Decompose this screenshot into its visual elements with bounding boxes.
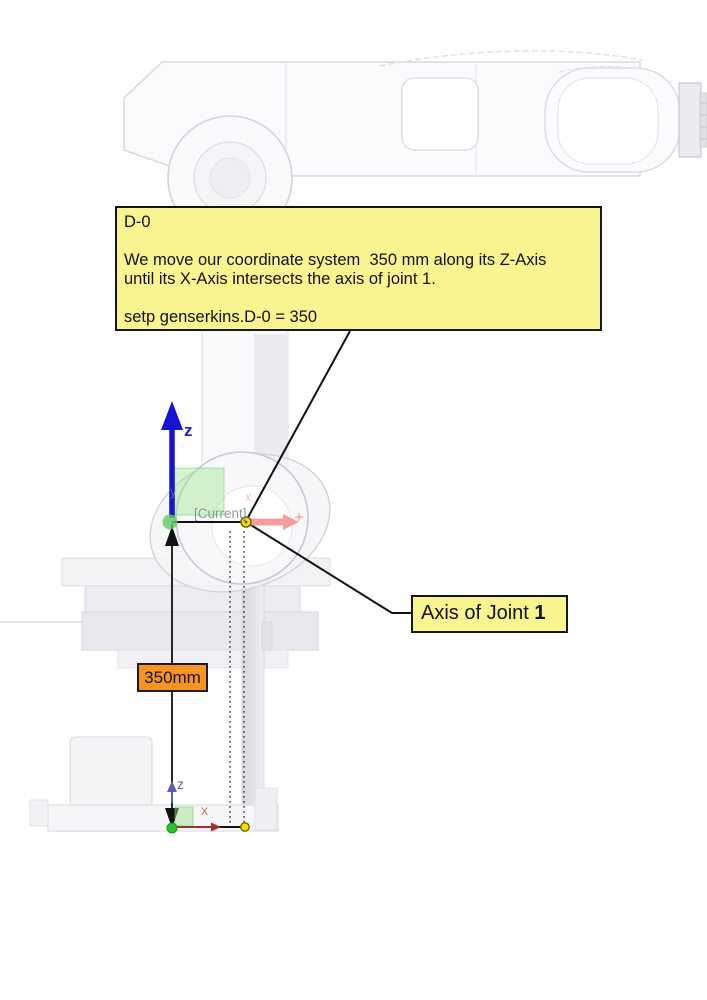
- axis-of-joint-1-callout: [411, 595, 568, 633]
- robot-base-plate-1: [85, 586, 300, 612]
- current-frame-y-label: y: [170, 484, 177, 499]
- axis-callout-text: Axis of Joint: [421, 602, 535, 624]
- axis-callout-joint-number: 1: [534, 602, 546, 624]
- note-body-line-1: We move our coordinate system 350 mm along its Z-Axis: [124, 251, 547, 269]
- current-frame-name-label: [Current]: [194, 506, 247, 521]
- robot-wrist-flange: [679, 83, 701, 157]
- current-frame-z-label: z: [184, 421, 193, 440]
- origin-point: [163, 515, 178, 530]
- robot-silhouette: [0, 51, 707, 831]
- note-title: D-0: [124, 213, 151, 231]
- robot-base-plate-2: [82, 612, 318, 650]
- robot-base-cylinder: [70, 737, 152, 807]
- base-origin-point: [167, 823, 177, 833]
- base-frame-z-label: z: [177, 777, 184, 792]
- dh-parameter-note-box: [115, 206, 602, 331]
- dimension-value-label: 350mm: [137, 663, 208, 692]
- robot-arm-panel: [402, 78, 478, 150]
- base-z-axis-arrow: [167, 781, 177, 803]
- note-spacer: [124, 289, 593, 308]
- current-frame-x-label: x: [245, 489, 252, 504]
- base-joint-axis-point: [241, 823, 249, 831]
- note-body-line-2: until its X-Axis intersects the axis of joint 1.: [124, 270, 436, 288]
- base-frame-x-label: x: [201, 802, 208, 818]
- note-command: setp genserkins.D-0 = 350: [124, 308, 318, 326]
- robot-column-lower: [242, 565, 264, 813]
- base-frame-highlight-rect: [175, 807, 193, 826]
- note-spacer: [124, 232, 593, 251]
